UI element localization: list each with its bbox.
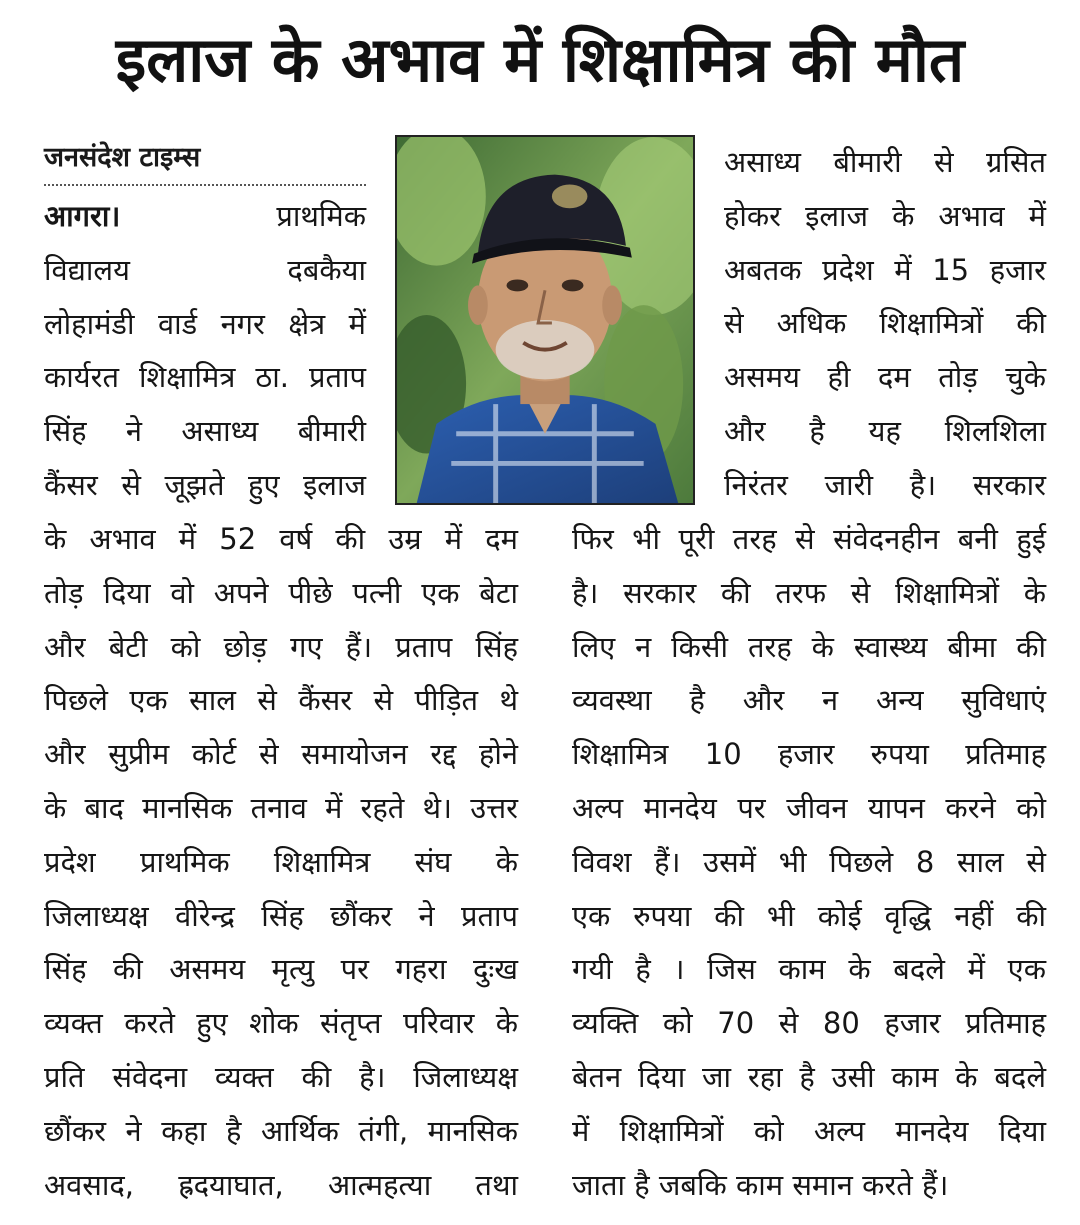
article-col1-top: [44, 190, 366, 513]
article-line: लिए न किसी तरह के स्वास्थ्य बीमा की: [572, 629, 1046, 664]
byline-divider: [44, 184, 366, 186]
article-line: फिर भी पूरी तरह से संवेदनहीन बनी हुई: [572, 522, 1046, 556]
article-line: प्रति संवेदना व्यक्त की है। जिलाध्यक्ष: [44, 1059, 518, 1094]
article-line: पिछले एक साल से कैंसर से पीड़ित थे: [44, 683, 518, 718]
article-line: कैंसर से जूझते हुए इलाज: [44, 467, 366, 502]
dateline: आगरा।: [44, 199, 121, 233]
article-line: अल्प मानदेय पर जीवन यापन करने को: [572, 790, 1046, 825]
article-line: शिक्षामित्र 10 हजार रुपया प्रतिमाह: [572, 737, 1046, 772]
article-line: सिंह ने असाध्य बीमारी: [44, 414, 366, 449]
article-line: [44, 190, 366, 244]
article-line: असाध्य बीमारी से ग्रसित: [724, 145, 1046, 179]
article-line: विवश हैं। उसमें भी पिछले 8 साल से: [572, 844, 1046, 879]
article-line: में शिक्षामित्रों को अल्प मानदेय दिया: [572, 1113, 1046, 1148]
article-line: सिंह की असमय मृत्यु पर गहरा दुःख: [44, 952, 518, 987]
article-line: असमय ही दम तोड़ चुके: [724, 360, 1046, 395]
article-col2-bottom: [572, 513, 1046, 1212]
article-line: लोहामंडी वार्ड नगर क्षेत्र में: [44, 306, 366, 341]
article-line: कार्यरत शिक्षामित्र ठा. प्रताप: [44, 360, 366, 395]
article-line: होकर इलाज के अभाव में: [724, 198, 1046, 233]
headline: इलाज के अभाव में शिक्षामित्र की मौत: [115, 23, 965, 96]
article-line: और सुप्रीम कोर्ट से समायोजन रद्द होने: [44, 737, 518, 772]
article-line: के बाद मानसिक तनाव में रहते थे। उत्तर: [44, 790, 518, 825]
article-line: अवसाद, ह्रदयाघात, आत्महत्या तथा: [44, 1167, 518, 1202]
portrait-photo: [395, 135, 695, 505]
article-line: छौंकर ने कहा है आर्थिक तंगी, मानसिक: [44, 1113, 518, 1148]
article-line: व्यवस्था है और न अन्य सुविधाएं: [572, 683, 1046, 718]
portrait-photo-icon: [397, 137, 693, 503]
article-line: व्यक्ति को 70 से 80 हजार प्रतिमाह: [572, 1006, 1046, 1041]
article-line: अबतक प्रदेश में 15 हजार: [724, 252, 1046, 287]
article-line: गयी है । जिस काम के बदले में एक: [572, 952, 1046, 987]
article-text: प्राथमिक: [276, 199, 366, 233]
article-line: से अधिक शिक्षामित्रों की: [724, 306, 1046, 341]
article-col2-top: [724, 136, 1046, 513]
article-line: तोड़ दिया वो अपने पीछे पत्नी एक बेटा: [44, 575, 518, 610]
article-line: के अभाव में 52 वर्ष की उम्र में दम: [44, 522, 518, 556]
article-line: विद्यालय दबकैया: [44, 252, 366, 287]
article-line: और है यह शिलशिला: [724, 413, 1046, 448]
article-line: जिलाध्यक्ष वीरेन्द्र सिंह छौंकर ने प्रताप: [44, 898, 518, 933]
article-line: जाता है जबकि काम समान करते हैं।: [572, 1167, 949, 1202]
article-line: प्रदेश प्राथमिक शिक्षामित्र संघ के: [44, 844, 518, 879]
article-line: बेतन दिया जा रहा है उसी काम के बदले: [572, 1059, 1046, 1094]
byline: जनसंदेश टाइम्स: [44, 142, 201, 173]
article-line: एक रुपया की भी कोई वृद्धि नहीं की: [572, 898, 1046, 933]
article-line: है। सरकार की तरफ से शिक्षामित्रों के: [572, 575, 1046, 610]
article-line: व्यक्त करते हुए शोक संतृप्त परिवार के: [44, 1006, 518, 1041]
article-col1-bottom: [44, 513, 518, 1212]
article-line: निरंतर जारी है। सरकार: [724, 467, 1046, 502]
article-line: और बेटी को छोड़ गए हैं। प्रताप सिंह: [44, 629, 518, 664]
